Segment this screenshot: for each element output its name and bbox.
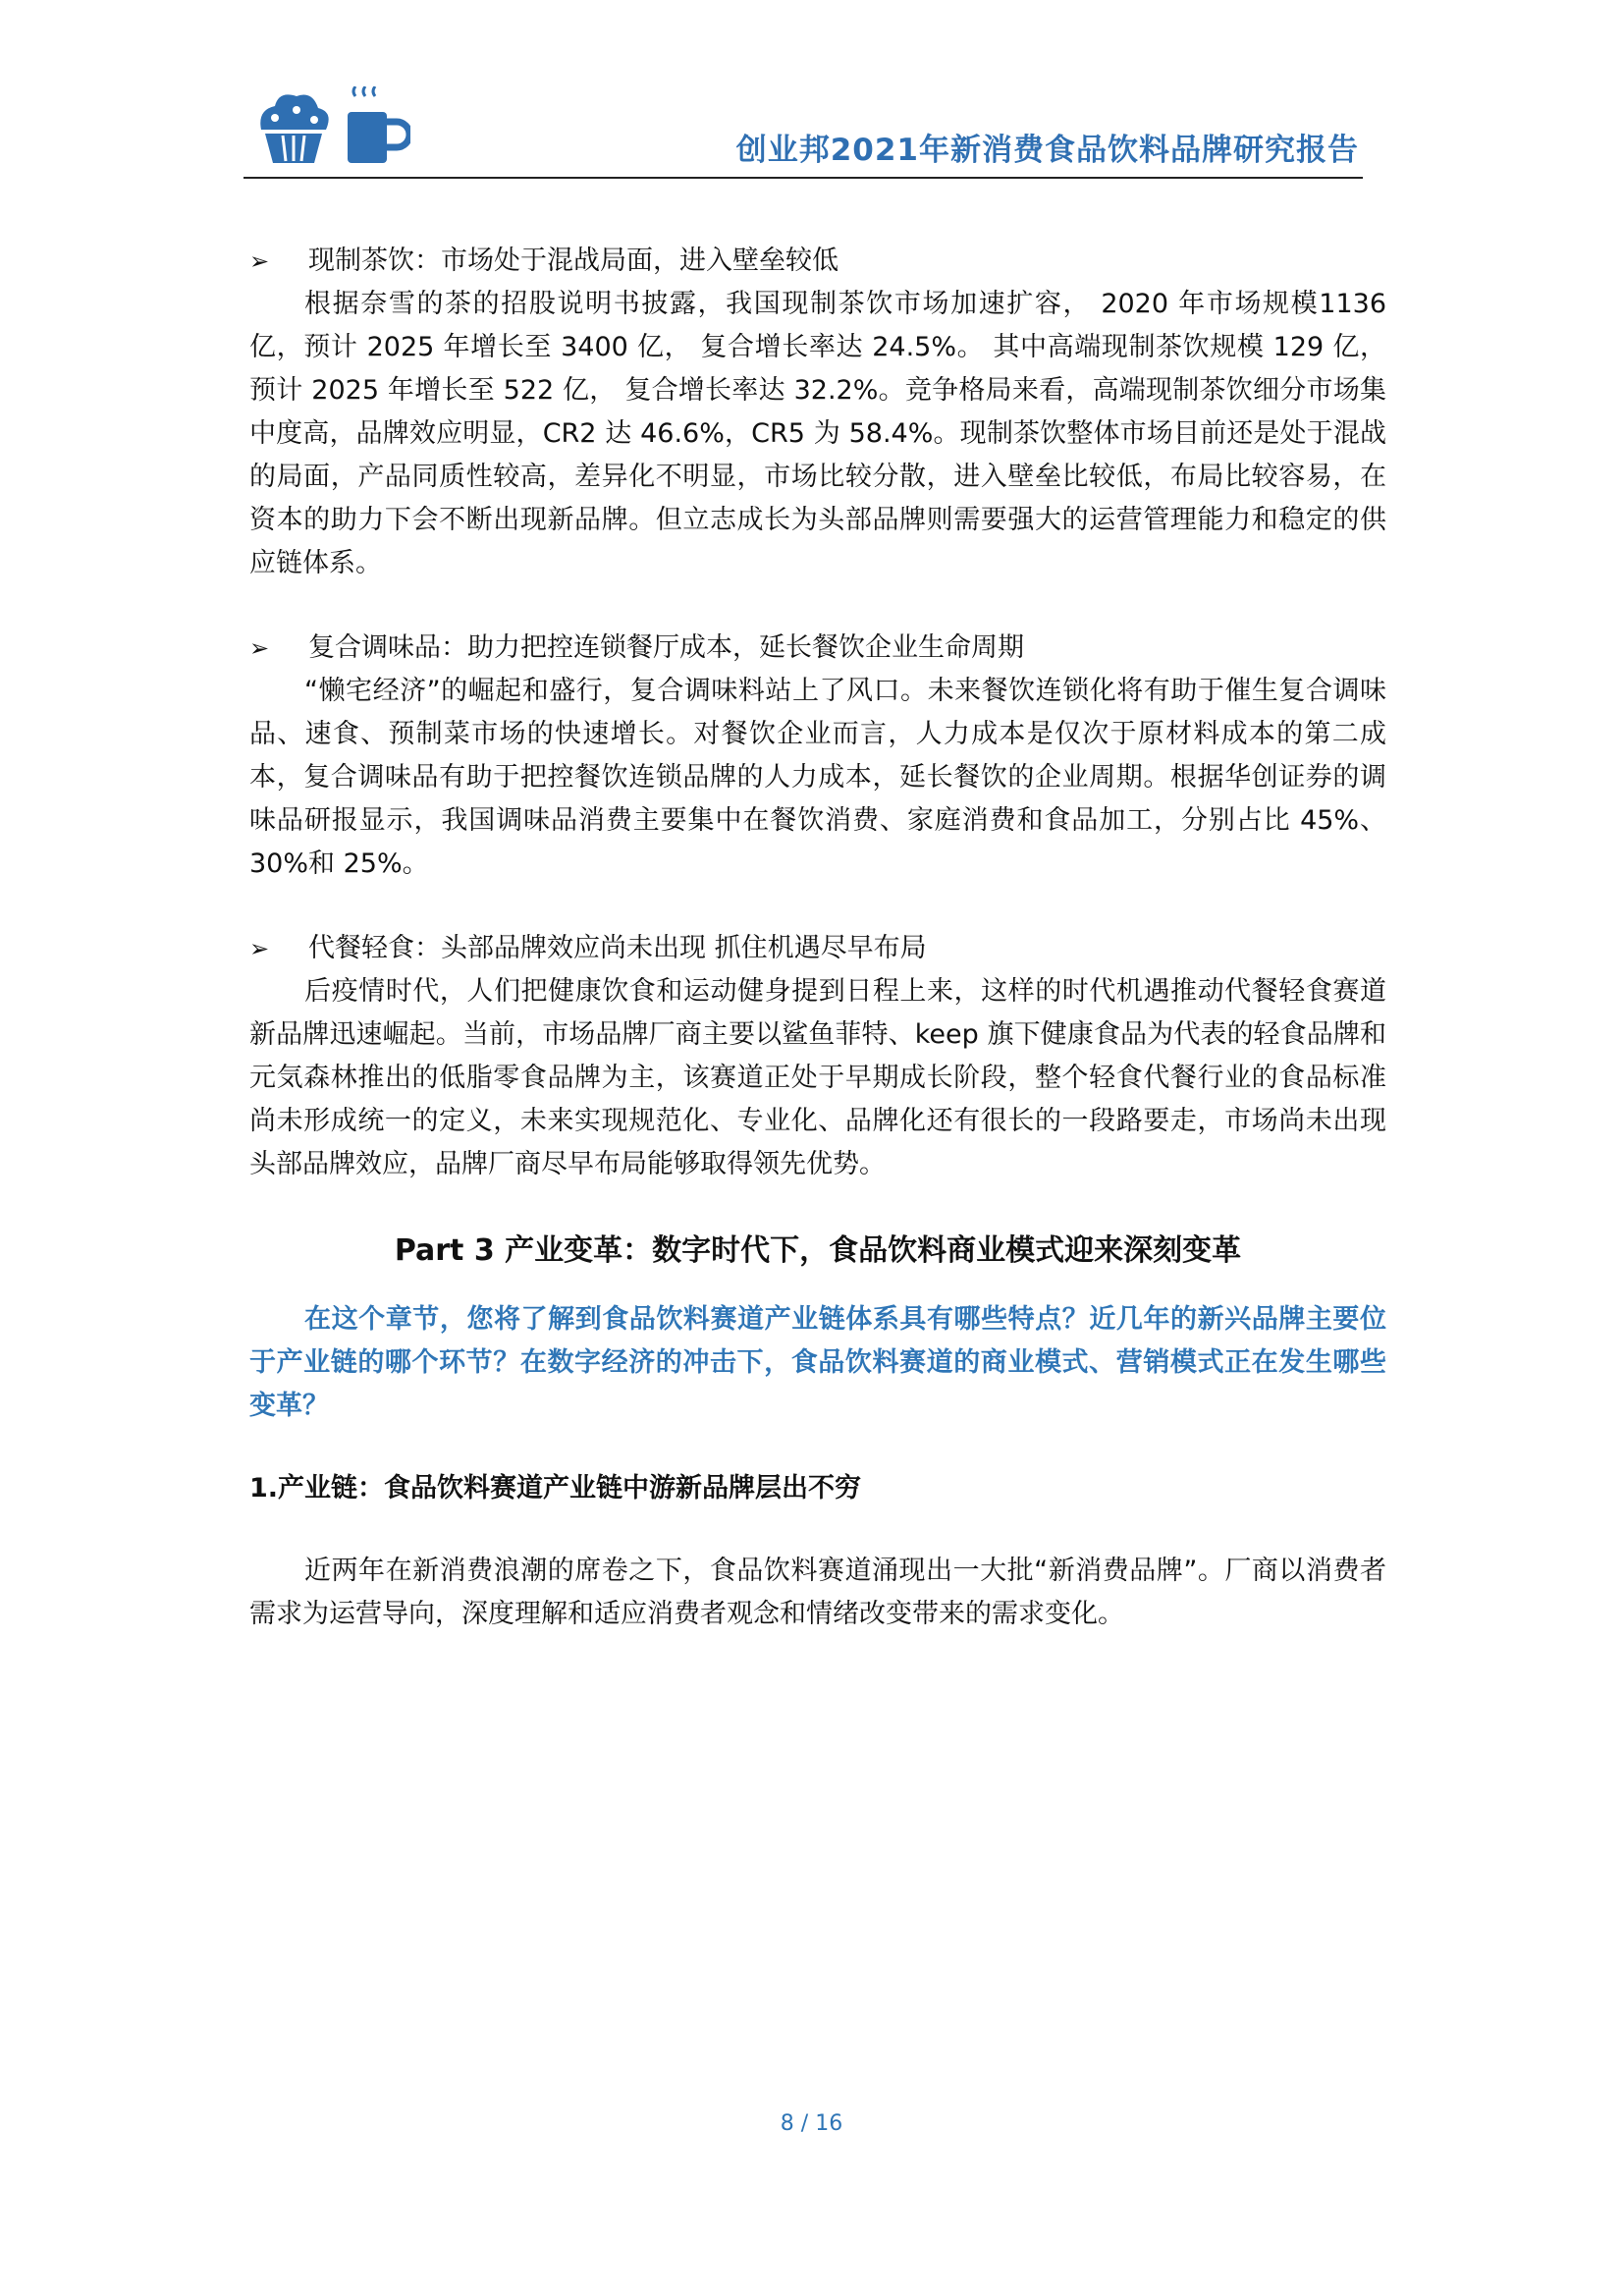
section-heading-text: 复合调味品：助力把控连锁餐厅成本，延长餐饮企业生命周期: [308, 632, 1024, 663]
section-body: 后疫情时代，人们把健康饮食和运动健身提到日程上来，这样的时代机遇推动代餐轻食赛道新品牌迅速崛起。当前，市场品牌厂商主要以鲨鱼菲特、keep 旗下健康食品为代表的轻食品牌和元気森林推出的低脂零食品牌为主，该赛道正处于早期成长阶段，整个轻食代餐行业的食品标准尚未形成统一的定义，未来实现规范化、专业化、品牌化还有很长的一段路要走，市场尚未出现头部品牌效应，品牌厂商尽早布局能够取得领先优势。: [249, 976, 1386, 1179]
subsection-body: 近两年在新消费浪潮的席卷之下，食品饮料赛道涌现出一大批“新消费品牌”。厂商以消费者需求为运营导向，深度理解和适应消费者观念和情绪改变带来的需求变化。: [249, 1556, 1386, 1629]
arrow-bullet-icon: ➢: [249, 634, 270, 662]
section-fresh-tea: [249, 240, 1386, 585]
section-heading: [249, 927, 1386, 970]
subsection-heading: 1.产业链：食品饮料赛道产业链中游新品牌层出不穷: [249, 1473, 862, 1503]
section-meal-replacement: [249, 927, 1386, 1186]
coffee-mug-icon: [348, 86, 409, 163]
cupcake-icon: [260, 94, 328, 163]
page-content: [249, 240, 1386, 1636]
page-header: [243, 86, 1363, 179]
section-heading-text: 现制茶饮：市场处于混战局面，进入壁垒较低: [308, 246, 839, 276]
page-number: 8 / 16: [780, 2111, 843, 2136]
chapter-intro: 在这个章节，您将了解到食品饮料赛道产业链体系具有哪些特点？近几年的新兴品牌主要位于产业链的哪个环节？在数字经济的冲击下，食品饮料赛道的商业模式、营销模式正在发生哪些变革？: [249, 1304, 1386, 1421]
arrow-bullet-icon: ➢: [249, 935, 270, 962]
section-heading-text: 代餐轻食：头部品牌效应尚未出现 抓住机遇尽早布局: [308, 933, 927, 963]
section-heading: [249, 627, 1386, 670]
arrow-bullet-icon: ➢: [249, 247, 270, 275]
part-title: Part 3 产业变革：数字时代下，食品饮料商业模式迎来深刻变革: [394, 1233, 1242, 1268]
section-body: “懒宅经济”的崛起和盛行，复合调味料站上了风口。未来餐饮连锁化将有助于催生复合调味品、速食、预制菜市场的快速增长。对餐饮企业而言，人力成本是仅次于原材料成本的第二成本，复合调味品有助于把控餐饮连锁品牌的人力成本，延长餐饮的企业周期。根据华创证券的调味品研报显示，我国调味品消费主要集中在餐饮消费、家庭消费和食品加工，分别占比 45%、30%和 25%。: [249, 676, 1386, 879]
header-logo: [253, 86, 410, 169]
section-compound-seasoning: [249, 627, 1386, 886]
section-body: 根据奈雪的茶的招股说明书披露，我国现制茶饮市场加速扩容， 2020 年市场规模1136 亿，预计 2025 年增长至 3400 亿， 复合增长率达 24.5%。 其中高端现制茶饮规模 129 亿，预计 2025 年增长至 522 亿， 复合增长率达 32.2%。竞争格局来看，高端现制茶饮细分市场集中度高，品牌效应明显，CR2 达 46.6%，CR5 为 58.4%。现制茶饮整体市场目前还是处于混战的局面，产品同质性较高，差异化不明显，市场比较分散，进入壁垒比较低，布局比较容易，在资本的助力下会不断出现新品牌。但立志成长为头部品牌则需要强大的运营管理能力和稳定的供应链体系。: [249, 289, 1386, 578]
section-heading: [249, 240, 1386, 283]
report-title: 创业邦2021年新消费食品饮料品牌研究报告: [735, 133, 1359, 168]
